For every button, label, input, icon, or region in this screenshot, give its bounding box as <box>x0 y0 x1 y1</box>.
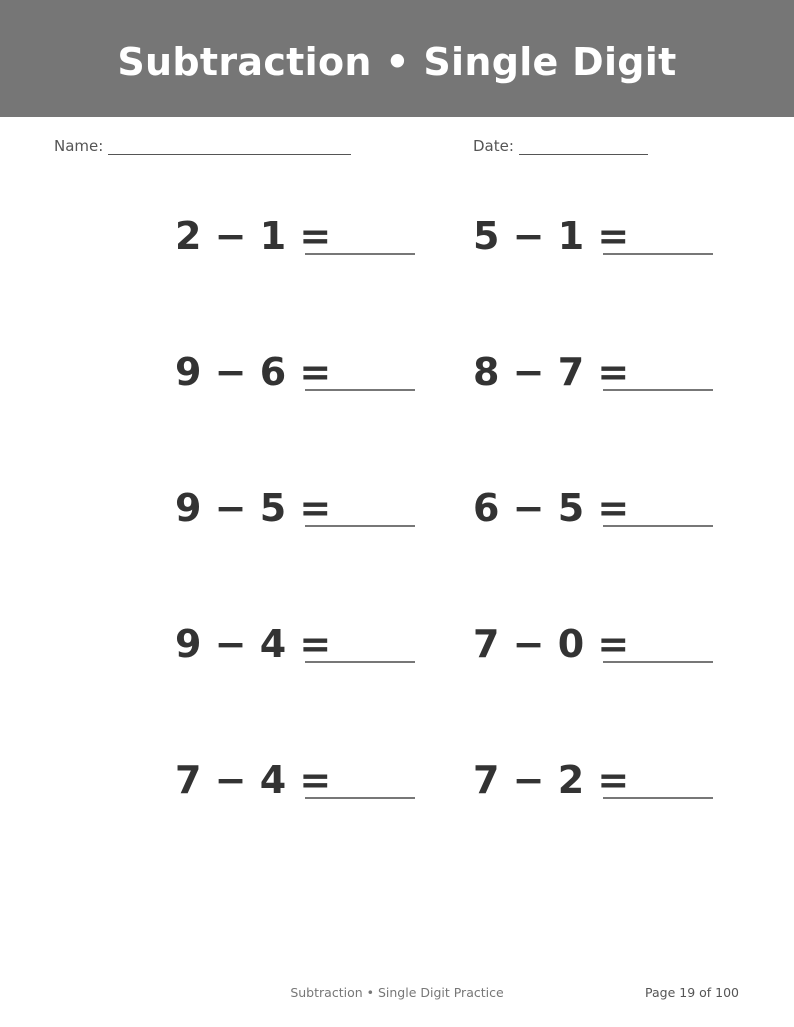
problem-expression: 9 − 5 = <box>175 486 332 530</box>
answer-line <box>305 525 415 527</box>
date-field <box>473 135 648 155</box>
problem-4 <box>473 350 629 410</box>
problem-3 <box>175 350 331 410</box>
answer-line <box>305 389 415 391</box>
problem-8 <box>473 622 629 682</box>
problem-expression: 6 − 5 = <box>473 486 630 530</box>
problem-7 <box>175 622 331 682</box>
problem-6 <box>473 486 629 546</box>
date-blank-line <box>519 138 648 155</box>
problem-9 <box>175 758 331 818</box>
page-title: Subtraction • Single Digit <box>117 40 677 84</box>
footer-title: Subtraction • Single Digit Practice <box>290 985 504 1000</box>
answer-line <box>603 525 713 527</box>
problem-expression: 7 − 0 = <box>473 622 630 666</box>
answer-line <box>305 253 415 255</box>
problem-expression: 7 − 2 = <box>473 758 630 802</box>
problem-2 <box>473 214 629 274</box>
problem-expression: 9 − 6 = <box>175 350 332 394</box>
answer-line <box>603 253 713 255</box>
name-blank-line <box>108 138 351 155</box>
problem-expression: 9 − 4 = <box>175 622 332 666</box>
answer-line <box>603 389 713 391</box>
problem-expression: 8 − 7 = <box>473 350 630 394</box>
problem-5 <box>175 486 331 546</box>
answer-line <box>305 797 415 799</box>
name-label: Name: <box>54 137 104 155</box>
page-number: Page 19 of 100 <box>645 985 739 1000</box>
problem-expression: 7 − 4 = <box>175 758 332 802</box>
header-banner <box>0 0 794 117</box>
answer-line <box>305 661 415 663</box>
problem-expression: 2 − 1 = <box>175 214 332 258</box>
date-label: Date: <box>473 137 514 155</box>
name-field <box>54 135 351 155</box>
answer-line <box>603 661 713 663</box>
problem-expression: 5 − 1 = <box>473 214 630 258</box>
answer-line <box>603 797 713 799</box>
problem-1 <box>175 214 331 274</box>
problem-10 <box>473 758 629 818</box>
